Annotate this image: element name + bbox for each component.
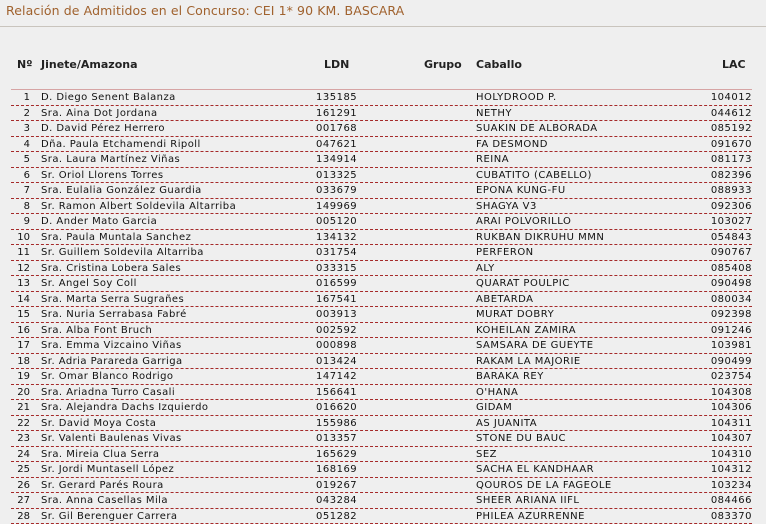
table-row — [11, 168, 752, 184]
ldn-value: 135185 — [316, 92, 358, 103]
lac-value: 085192 — [710, 123, 752, 134]
ldn-value: 033679 — [316, 185, 358, 196]
horse-name: PHILEA AZURRENNE — [476, 510, 585, 522]
lac-value: 023754 — [710, 371, 752, 382]
lac-value: 103234 — [710, 479, 752, 491]
rider-name: Sra. Anna Casellas Mila — [41, 495, 168, 506]
table-row — [11, 121, 752, 137]
table-row — [11, 369, 752, 385]
row-number: 5 — [23, 154, 30, 165]
horse-name: EPONA KUNG-FU — [476, 185, 566, 196]
table-row — [11, 323, 752, 339]
rider-name: Sra. Emma Vizcaino Viñas — [41, 340, 182, 351]
rider-name: Sr. Gil Berenguer Carrera — [41, 510, 178, 522]
row-number: 17 — [17, 340, 30, 351]
row-number: 9 — [23, 216, 30, 227]
rider-name: D. Ander Mato Garcia — [41, 216, 158, 227]
horse-name: RAKAM LA MAJORIE — [476, 355, 581, 367]
row-number: 23 — [17, 433, 30, 444]
ldn-value: 016620 — [316, 402, 358, 413]
table-row — [11, 431, 752, 447]
ldn-value: 156641 — [316, 386, 358, 398]
row-number: 1 — [23, 92, 30, 103]
ldn-value: 016599 — [316, 278, 358, 289]
rider-name: D. Diego Senent Balanza — [41, 92, 176, 103]
row-number: 16 — [17, 324, 30, 336]
row-number: 2 — [23, 107, 30, 119]
lac-value: 091246 — [710, 324, 752, 336]
table-row — [11, 400, 752, 416]
horse-name: SACHA EL KANDHAAR — [476, 464, 595, 475]
row-number: 4 — [23, 138, 30, 150]
ldn-value: 013325 — [316, 169, 358, 181]
ldn-value: 001768 — [316, 123, 358, 134]
horse-name: MURAT DOBRY — [476, 309, 555, 320]
table-row — [11, 245, 752, 261]
horse-name: RUKBAN DIKRUHU MMN — [476, 231, 605, 243]
row-number: 15 — [17, 309, 30, 320]
header-num: Nº — [17, 58, 33, 71]
rider-name: D. David Pérez Herrero — [41, 123, 165, 134]
lac-value: 084466 — [710, 495, 752, 506]
rider-name: Dña. Paula Etchamendi Ripoll — [41, 138, 201, 150]
horse-name: O'HANA — [476, 386, 519, 398]
row-number: 10 — [17, 231, 30, 243]
table-row — [11, 230, 752, 246]
table-row — [11, 106, 752, 122]
rider-name: Sra. Alejandra Dachs Izquierdo — [41, 402, 209, 413]
horse-name: QOUROS DE LA FAGEOLE — [476, 479, 612, 491]
horse-name: HOLYDROOD P. — [476, 92, 557, 103]
table-row — [11, 307, 752, 323]
table-row — [11, 385, 752, 401]
table-row — [11, 199, 752, 215]
ldn-value: 051282 — [316, 510, 358, 522]
rider-name: Sra. Eulalia González Guardia — [41, 185, 202, 196]
row-number: 14 — [17, 293, 30, 305]
ldn-value: 013424 — [316, 355, 358, 367]
horse-name: SHEER ARIANA IIFL — [476, 495, 580, 506]
horse-name: SUAKIN DE ALBORADA — [476, 123, 598, 134]
horse-name: GIDAM — [476, 402, 513, 413]
horse-name: SAMSARA DE GUEYTE — [476, 340, 594, 351]
rider-name: Sra. Aina Dot Jordana — [41, 107, 158, 119]
lac-value: 104307 — [710, 433, 752, 444]
lac-value: 080034 — [710, 293, 752, 305]
row-number: 20 — [17, 386, 30, 398]
lac-value: 085408 — [710, 262, 752, 274]
admitted-table — [11, 89, 752, 524]
ldn-value: 147142 — [316, 371, 358, 382]
horse-name: SHAGYA V3 — [476, 200, 537, 212]
ldn-value: 047621 — [316, 138, 358, 150]
horse-name: AS JUANITA — [476, 417, 538, 429]
lac-value: 091670 — [710, 138, 752, 150]
rider-name: Sr. Omar Blanco Rodrigo — [41, 371, 174, 382]
ldn-value: 013357 — [316, 433, 358, 444]
horse-name: QUARAT POULPIC — [476, 278, 570, 289]
ldn-value: 019267 — [316, 479, 358, 491]
row-number: 19 — [17, 371, 30, 382]
lac-value: 083370 — [710, 510, 752, 522]
ldn-value: 134914 — [316, 154, 358, 165]
rider-name: Sra. Ariadna Turro Casali — [41, 386, 176, 398]
table-row — [11, 292, 752, 308]
header-rider: Jinete/Amazona — [41, 58, 138, 71]
lac-value: 104308 — [710, 386, 752, 398]
row-number: 28 — [17, 510, 30, 522]
lac-value: 082396 — [710, 169, 752, 181]
row-number: 6 — [23, 169, 30, 181]
ldn-value: 000898 — [316, 340, 358, 351]
horse-name: ALY — [476, 262, 495, 274]
row-number: 25 — [17, 464, 30, 475]
header-horse: Caballo — [476, 58, 522, 71]
lac-value: 104311 — [710, 417, 752, 429]
table-row — [11, 276, 752, 292]
table-row — [11, 416, 752, 432]
header-ldn: LDN — [324, 58, 350, 71]
ldn-value: 003913 — [316, 309, 358, 320]
row-number: 24 — [17, 448, 30, 460]
row-number: 13 — [17, 278, 30, 289]
row-number: 11 — [17, 247, 30, 258]
row-number: 26 — [17, 479, 30, 491]
table-row — [11, 137, 752, 153]
lac-value: 092398 — [710, 309, 752, 320]
horse-name: REINA — [476, 154, 510, 165]
table-row — [11, 447, 752, 463]
ldn-value: 031754 — [316, 247, 358, 258]
ldn-value: 134132 — [316, 231, 358, 243]
table-row — [11, 509, 752, 524]
horse-name: ABETARDA — [476, 293, 534, 305]
lac-value: 054843 — [710, 231, 752, 243]
rider-name: Sr. Ramon Albert Soldevila Altarriba — [41, 200, 237, 212]
ldn-value: 005120 — [316, 216, 358, 227]
ldn-value: 168169 — [316, 464, 358, 475]
table-row — [11, 261, 752, 277]
rider-name: Sr. Guillem Soldevila Altarriba — [41, 247, 204, 258]
table-row — [11, 214, 752, 230]
lac-value: 090499 — [710, 355, 752, 367]
content-panel — [0, 27, 766, 524]
horse-name: FA DESMOND — [476, 138, 548, 150]
lac-value: 081173 — [710, 154, 752, 165]
horse-name: NETHY — [476, 107, 513, 119]
rider-name: Sra. Nuria Serrabasa Fabré — [41, 309, 187, 320]
horse-name: CUBATITO (CABELLO) — [476, 169, 592, 181]
table-row — [11, 338, 752, 354]
table-row — [11, 493, 752, 509]
header-lac: LAC — [722, 58, 746, 71]
rider-name: Sra. Cristina Lobera Sales — [41, 262, 182, 274]
horse-name: PERFERON — [476, 247, 534, 258]
row-number: 22 — [17, 417, 30, 429]
horse-name: STONE DU BAUC — [476, 433, 567, 444]
ldn-value: 002592 — [316, 324, 358, 336]
horse-name: BARAKA REY — [476, 371, 544, 382]
table-row — [11, 478, 752, 494]
rider-name: Sr. David Moya Costa — [41, 417, 157, 429]
ldn-value: 161291 — [316, 107, 358, 119]
title-bar — [0, 0, 766, 27]
rider-name: Sr. Valenti Baulenas Vivas — [41, 433, 182, 444]
table-row — [11, 183, 752, 199]
horse-name: SEZ — [476, 448, 498, 460]
table-row — [11, 354, 752, 370]
page-title: Relación de Admitidos en el Concurso: CEI 1* 90 KM. BASCARA — [6, 3, 405, 18]
row-number: 27 — [17, 495, 30, 506]
horse-name: KOHEILAN ZAMIRA — [476, 324, 577, 336]
row-number: 18 — [17, 355, 30, 367]
header-group: Grupo — [424, 58, 462, 71]
lac-value: 044612 — [710, 107, 752, 119]
row-number: 7 — [23, 185, 30, 196]
row-number: 21 — [17, 402, 30, 413]
lac-value: 103981 — [710, 340, 752, 351]
ldn-value: 149969 — [316, 200, 358, 212]
ldn-value: 165629 — [316, 448, 358, 460]
row-number: 12 — [17, 262, 30, 274]
table-row — [11, 90, 752, 106]
lac-value: 088933 — [710, 185, 752, 196]
ldn-value: 167541 — [316, 293, 358, 305]
rider-name: Sra. Mireia Clua Serra — [41, 448, 160, 460]
rider-name: Sra. Alba Font Bruch — [41, 324, 153, 336]
lac-value: 092306 — [710, 200, 752, 212]
lac-value: 090498 — [710, 278, 752, 289]
lac-value: 090767 — [710, 247, 752, 258]
rider-name: Sra. Laura Martínez Viñas — [41, 154, 181, 165]
rider-name: Sr. Gerard Parés Roura — [41, 479, 164, 491]
row-number: 8 — [23, 200, 30, 212]
ldn-value: 043284 — [316, 495, 358, 506]
rider-name: Sr. Jordi Muntasell López — [41, 464, 175, 475]
rider-name: Sr. Adria Parareda Garriga — [41, 355, 183, 367]
rider-name: Sr. Angel Soy Coll — [41, 278, 137, 289]
lac-value: 104310 — [710, 448, 752, 460]
lac-value: 104312 — [710, 464, 752, 475]
table-row — [11, 462, 752, 478]
row-number: 3 — [23, 123, 30, 134]
table-row — [11, 152, 752, 168]
lac-value: 103027 — [710, 216, 752, 227]
rider-name: Sra. Paula Muntala Sanchez — [41, 231, 192, 243]
lac-value: 104306 — [710, 402, 752, 413]
lac-value: 104012 — [710, 92, 752, 103]
rider-name: Sr. Oriol Llorens Torres — [41, 169, 164, 181]
ldn-value: 033315 — [316, 262, 358, 274]
rider-name: Sra. Marta Serra Sugrañes — [41, 293, 185, 305]
horse-name: ARAI POLVORILLO — [476, 216, 572, 227]
ldn-value: 155986 — [316, 417, 358, 429]
